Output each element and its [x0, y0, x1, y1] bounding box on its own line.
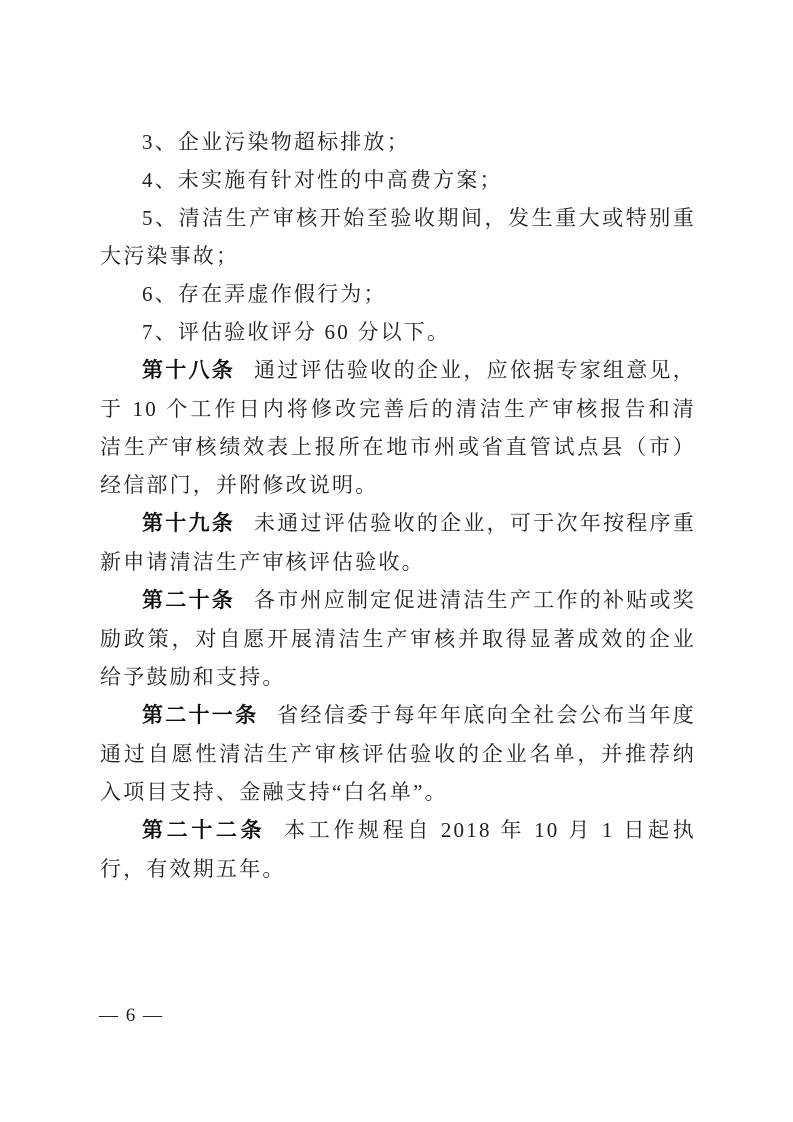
article-paragraph-21: [100, 696, 696, 811]
page-number: — 6 —: [99, 1005, 164, 1026]
clause-item-6: 6、存在弄虚作假行为；: [142, 282, 387, 306]
article-heading-19: 第十九条: [142, 512, 236, 535]
article-heading-21: 第二十一条: [142, 704, 259, 727]
article-paragraph-18: [100, 351, 696, 504]
article-text-22: 本工作规程自 2018 年 10 月 1 日起执行，有效期五年。: [100, 818, 696, 881]
clause-item-4: 4、未实施有针对性的中高费方案；: [142, 168, 503, 192]
document-body: [100, 123, 696, 888]
article-text-18: 通过评估验收的企业，应依据专家组意见，于 10 个工作日内将修改完善后的清洁生产审核报告和清洁生产审核绩效表上报所在地市州或省直管试点县（市）经信部门，并附修改说明。: [100, 358, 696, 497]
article-heading-20: 第二十条: [142, 589, 236, 612]
page-footer: [99, 1005, 164, 1027]
article-paragraph-20: [100, 581, 696, 696]
article-heading-18: 第十八条: [142, 359, 236, 382]
article-text-20: 各市州应制定促进清洁生产工作的补贴或奖励政策，对自愿开展清洁生产审核并取得显著成效的企业给予鼓励和支持。: [100, 588, 696, 689]
clause-item-7: 7、评估验收评分 60 分以下。: [142, 320, 451, 344]
article-heading-22: 第二十二条: [142, 819, 266, 842]
article-text-21: 省经信委于每年年底向全社会公布当年度通过自愿性清洁生产审核评估验收的企业名单，并推荐纳入项目支持、金融支持“白名单”。: [100, 703, 696, 804]
article-text-19: 未通过评估验收的企业，可于次年按程序重新申请清洁生产审核评估验收。: [100, 511, 696, 574]
clause-item-3: 3、企业污染物超标排放；: [142, 130, 410, 154]
article-paragraph-19: [100, 504, 696, 581]
clause-item-5: 5、清洁生产审核开始至验收期间，发生重大或特别重大污染事故；: [100, 206, 696, 268]
article-paragraph-22: [100, 811, 696, 888]
